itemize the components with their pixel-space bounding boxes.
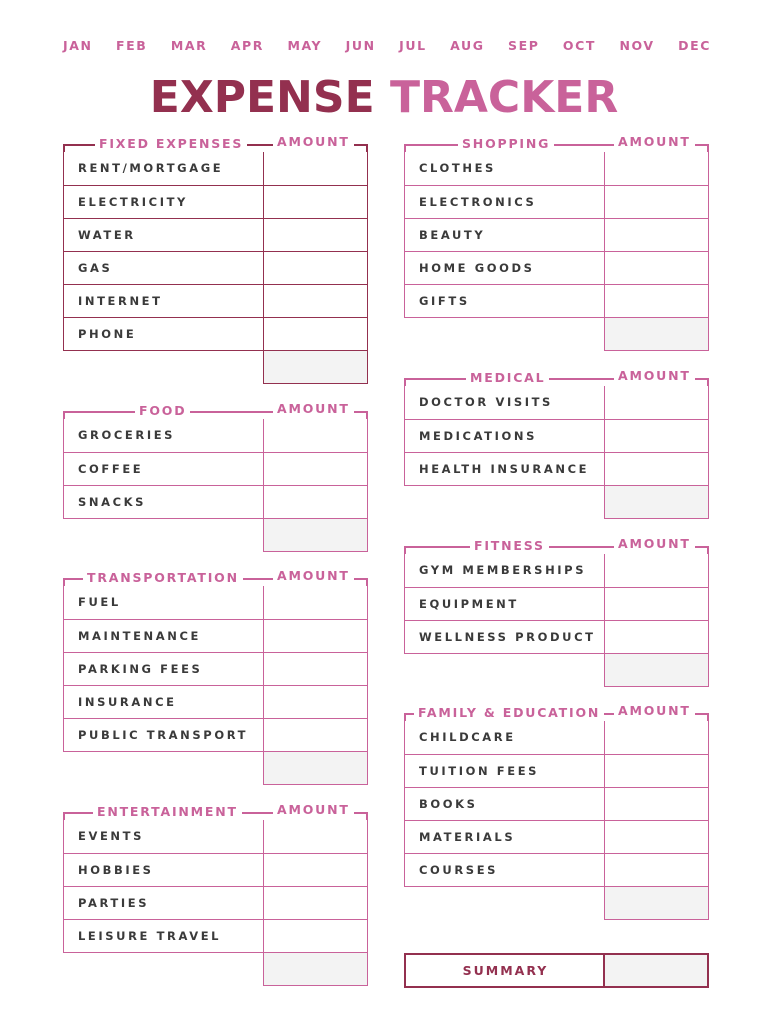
- amount-cell[interactable]: [604, 588, 708, 620]
- header-tick-left: [63, 812, 65, 820]
- rows-table: [404, 721, 709, 887]
- total-cell[interactable]: [604, 886, 709, 920]
- row-label: HEALTH INSURANCE: [419, 462, 590, 476]
- total-cell[interactable]: [604, 653, 709, 687]
- table-row: [405, 820, 708, 853]
- amount-header: AMOUNT: [614, 368, 695, 384]
- month-nov[interactable]: NOV: [619, 38, 655, 53]
- row-label: COURSES: [419, 863, 499, 877]
- row-label: PARKING FEES: [78, 662, 203, 676]
- amount-header: AMOUNT: [273, 401, 354, 417]
- amount-cell[interactable]: [263, 620, 367, 652]
- table-row: [405, 721, 708, 754]
- amount-cell[interactable]: [604, 755, 708, 787]
- header-tick-left: [404, 144, 406, 152]
- table-row: [64, 586, 367, 619]
- total-cell[interactable]: [263, 518, 368, 552]
- row-label: DOCTOR VISITS: [419, 395, 553, 409]
- table-row: [64, 619, 367, 652]
- amount-cell[interactable]: [263, 486, 367, 518]
- title-expense: EXPENSE: [149, 72, 375, 123]
- header-tick-right: [366, 144, 368, 152]
- month-oct[interactable]: OCT: [562, 38, 597, 53]
- section-fitness: [404, 536, 709, 654]
- table-row: [405, 419, 708, 452]
- month-sep[interactable]: SEP: [507, 38, 540, 53]
- table-row: [64, 185, 367, 218]
- table-row: [405, 452, 708, 485]
- header-tick-right: [366, 812, 368, 820]
- amount-cell[interactable]: [604, 453, 708, 485]
- section-entertainment: [63, 802, 368, 953]
- amount-header: AMOUNT: [273, 802, 354, 818]
- section-transportation: [63, 568, 368, 752]
- section-shopping: [404, 134, 709, 318]
- month-jan[interactable]: JAN: [63, 38, 93, 53]
- section-title: FITNESS: [470, 538, 549, 554]
- table-row: [64, 652, 367, 685]
- row-label: BOOKS: [419, 797, 478, 811]
- row-label: GYM MEMBERSHIPS: [419, 563, 587, 577]
- amount-cell[interactable]: [604, 821, 708, 853]
- table-row: [405, 284, 708, 317]
- month-apr[interactable]: APR: [230, 38, 265, 53]
- table-row: [405, 152, 708, 185]
- section-header-food: [63, 403, 368, 419]
- amount-cell[interactable]: [263, 318, 367, 350]
- table-row: [64, 685, 367, 718]
- section-header-medical: [404, 370, 709, 386]
- month-jul[interactable]: JUL: [399, 38, 427, 53]
- row-label: MATERIALS: [419, 830, 516, 844]
- row-label: ELECTRONICS: [419, 195, 537, 209]
- header-tick-left: [63, 144, 65, 152]
- table-row: [64, 419, 367, 452]
- rows-table: [404, 554, 709, 654]
- table-row: [64, 919, 367, 952]
- section-food: [63, 401, 368, 519]
- row-label: MAINTENANCE: [78, 629, 201, 643]
- row-label: HOME GOODS: [419, 261, 535, 275]
- row-label: CHILDCARE: [419, 730, 516, 744]
- amount-cell[interactable]: [263, 854, 367, 886]
- amount-cell[interactable]: [604, 152, 708, 185]
- amount-cell[interactable]: [604, 721, 708, 754]
- row-label: PHONE: [78, 327, 137, 341]
- total-cell[interactable]: [263, 350, 368, 384]
- table-row: [64, 820, 367, 853]
- title-tracker: TRACKER: [389, 72, 619, 123]
- amount-cell[interactable]: [604, 554, 708, 587]
- table-row: [64, 251, 367, 284]
- table-row: [64, 284, 367, 317]
- amount-cell[interactable]: [604, 621, 708, 653]
- row-label: HOBBIES: [78, 863, 154, 877]
- row-label: BEAUTY: [419, 228, 486, 242]
- rows-table: [404, 152, 709, 318]
- amount-cell[interactable]: [604, 854, 708, 886]
- month-mar[interactable]: MAR: [170, 38, 208, 53]
- summary-amount-cell[interactable]: [603, 955, 707, 986]
- section-title: ENTERTAINMENT: [93, 804, 242, 820]
- rows-table: [63, 820, 368, 953]
- section-title: MEDICAL: [466, 370, 549, 386]
- table-row: [64, 718, 367, 751]
- amount-cell[interactable]: [263, 820, 367, 853]
- row-label: CLOTHES: [419, 161, 496, 175]
- table-row: [405, 787, 708, 820]
- header-tick-right: [366, 411, 368, 419]
- amount-header: AMOUNT: [273, 568, 354, 584]
- row-label: EQUIPMENT: [419, 597, 519, 611]
- amount-header: AMOUNT: [614, 134, 695, 150]
- header-tick-left: [63, 411, 65, 419]
- table-row: [64, 452, 367, 485]
- row-label: ELECTRICITY: [78, 195, 188, 209]
- table-row: [64, 317, 367, 350]
- section-header-fixed: [63, 136, 368, 152]
- table-row: [64, 485, 367, 518]
- amount-cell[interactable]: [604, 285, 708, 317]
- table-row: [405, 386, 708, 419]
- summary-label: SUMMARY: [462, 963, 549, 978]
- rows-table: [63, 586, 368, 752]
- total-cell[interactable]: [263, 751, 368, 785]
- amount-cell[interactable]: [263, 920, 367, 952]
- section-header-family: [404, 705, 709, 721]
- header-tick-right: [707, 546, 709, 554]
- rows-table: [63, 419, 368, 519]
- rows-table: [404, 386, 709, 486]
- section-title: FIXED EXPENSES: [95, 136, 247, 152]
- row-label: TUITION FEES: [419, 764, 540, 778]
- header-tick-left: [404, 378, 406, 386]
- total-cell[interactable]: [263, 952, 368, 986]
- section-title: FAMILY & EDUCATION: [414, 705, 604, 721]
- section-title: FOOD: [135, 403, 190, 419]
- table-row: [64, 152, 367, 185]
- row-label: WATER: [78, 228, 136, 242]
- table-row: [405, 185, 708, 218]
- row-label: COFFEE: [78, 462, 144, 476]
- row-label: EVENTS: [78, 829, 144, 843]
- amount-cell[interactable]: [263, 686, 367, 718]
- amount-header: AMOUNT: [614, 703, 695, 719]
- row-label: GROCERIES: [78, 428, 176, 442]
- row-label: INTERNET: [78, 294, 163, 308]
- table-row: [64, 886, 367, 919]
- amount-cell[interactable]: [263, 453, 367, 485]
- table-row: [405, 251, 708, 284]
- header-tick-right: [707, 144, 709, 152]
- table-row: [405, 587, 708, 620]
- table-row: [405, 218, 708, 251]
- row-label: WELLNESS PRODUCT: [419, 630, 596, 644]
- table-row: [64, 218, 367, 251]
- row-label: GIFTS: [419, 294, 470, 308]
- amount-cell[interactable]: [263, 586, 367, 619]
- page-title: [0, 70, 768, 126]
- amount-cell[interactable]: [263, 887, 367, 919]
- section-medical: [404, 368, 709, 486]
- total-cell[interactable]: [604, 317, 709, 351]
- amount-cell[interactable]: [263, 219, 367, 251]
- amount-cell[interactable]: [263, 719, 367, 751]
- row-label: PARTIES: [78, 896, 150, 910]
- total-cell[interactable]: [604, 485, 709, 519]
- month-dec[interactable]: DEC: [678, 38, 711, 53]
- amount-header: AMOUNT: [614, 536, 695, 552]
- row-label: GAS: [78, 261, 113, 275]
- month-jun[interactable]: JUN: [345, 38, 376, 53]
- section-title: TRANSPORTATION: [83, 570, 243, 586]
- header-tick-right: [366, 578, 368, 586]
- amount-cell[interactable]: [604, 219, 708, 251]
- section-header-entertainment: [63, 804, 368, 820]
- section-title: SHOPPING: [458, 136, 554, 152]
- row-label: RENT/MORTGAGE: [78, 161, 224, 175]
- amount-cell[interactable]: [263, 152, 367, 185]
- header-tick-right: [707, 713, 709, 721]
- header-tick-right: [707, 378, 709, 386]
- amount-cell[interactable]: [604, 386, 708, 419]
- section-header-shopping: [404, 136, 709, 152]
- month-may[interactable]: MAY: [287, 38, 323, 53]
- row-label: INSURANCE: [78, 695, 177, 709]
- header-tick-left: [404, 546, 406, 554]
- row-label: SNACKS: [78, 495, 147, 509]
- amount-cell[interactable]: [263, 186, 367, 218]
- table-row: [405, 620, 708, 653]
- row-label: FUEL: [78, 595, 121, 609]
- amount-cell[interactable]: [263, 419, 367, 452]
- section-family: [404, 703, 709, 887]
- amount-cell[interactable]: [604, 252, 708, 284]
- header-tick-left: [404, 713, 406, 721]
- summary-box: [404, 953, 709, 988]
- table-row: [405, 554, 708, 587]
- row-label: LEISURE TRAVEL: [78, 929, 222, 943]
- amount-cell[interactable]: [604, 788, 708, 820]
- amount-cell[interactable]: [604, 420, 708, 452]
- table-row: [405, 853, 708, 886]
- amount-cell[interactable]: [263, 252, 367, 284]
- amount-header: AMOUNT: [273, 134, 354, 150]
- table-row: [405, 754, 708, 787]
- amount-cell[interactable]: [604, 186, 708, 218]
- section-header-transportation: [63, 570, 368, 586]
- header-tick-left: [63, 578, 65, 586]
- month-feb[interactable]: FEB: [116, 38, 148, 53]
- amount-cell[interactable]: [263, 285, 367, 317]
- table-row: [64, 853, 367, 886]
- rows-table: [63, 152, 368, 351]
- row-label: PUBLIC TRANSPORT: [78, 728, 249, 742]
- amount-cell[interactable]: [263, 653, 367, 685]
- month-aug[interactable]: AUG: [450, 38, 485, 53]
- row-label: MEDICATIONS: [419, 429, 537, 443]
- month-selector: [63, 38, 711, 53]
- section-fixed: [63, 134, 368, 351]
- section-header-fitness: [404, 538, 709, 554]
